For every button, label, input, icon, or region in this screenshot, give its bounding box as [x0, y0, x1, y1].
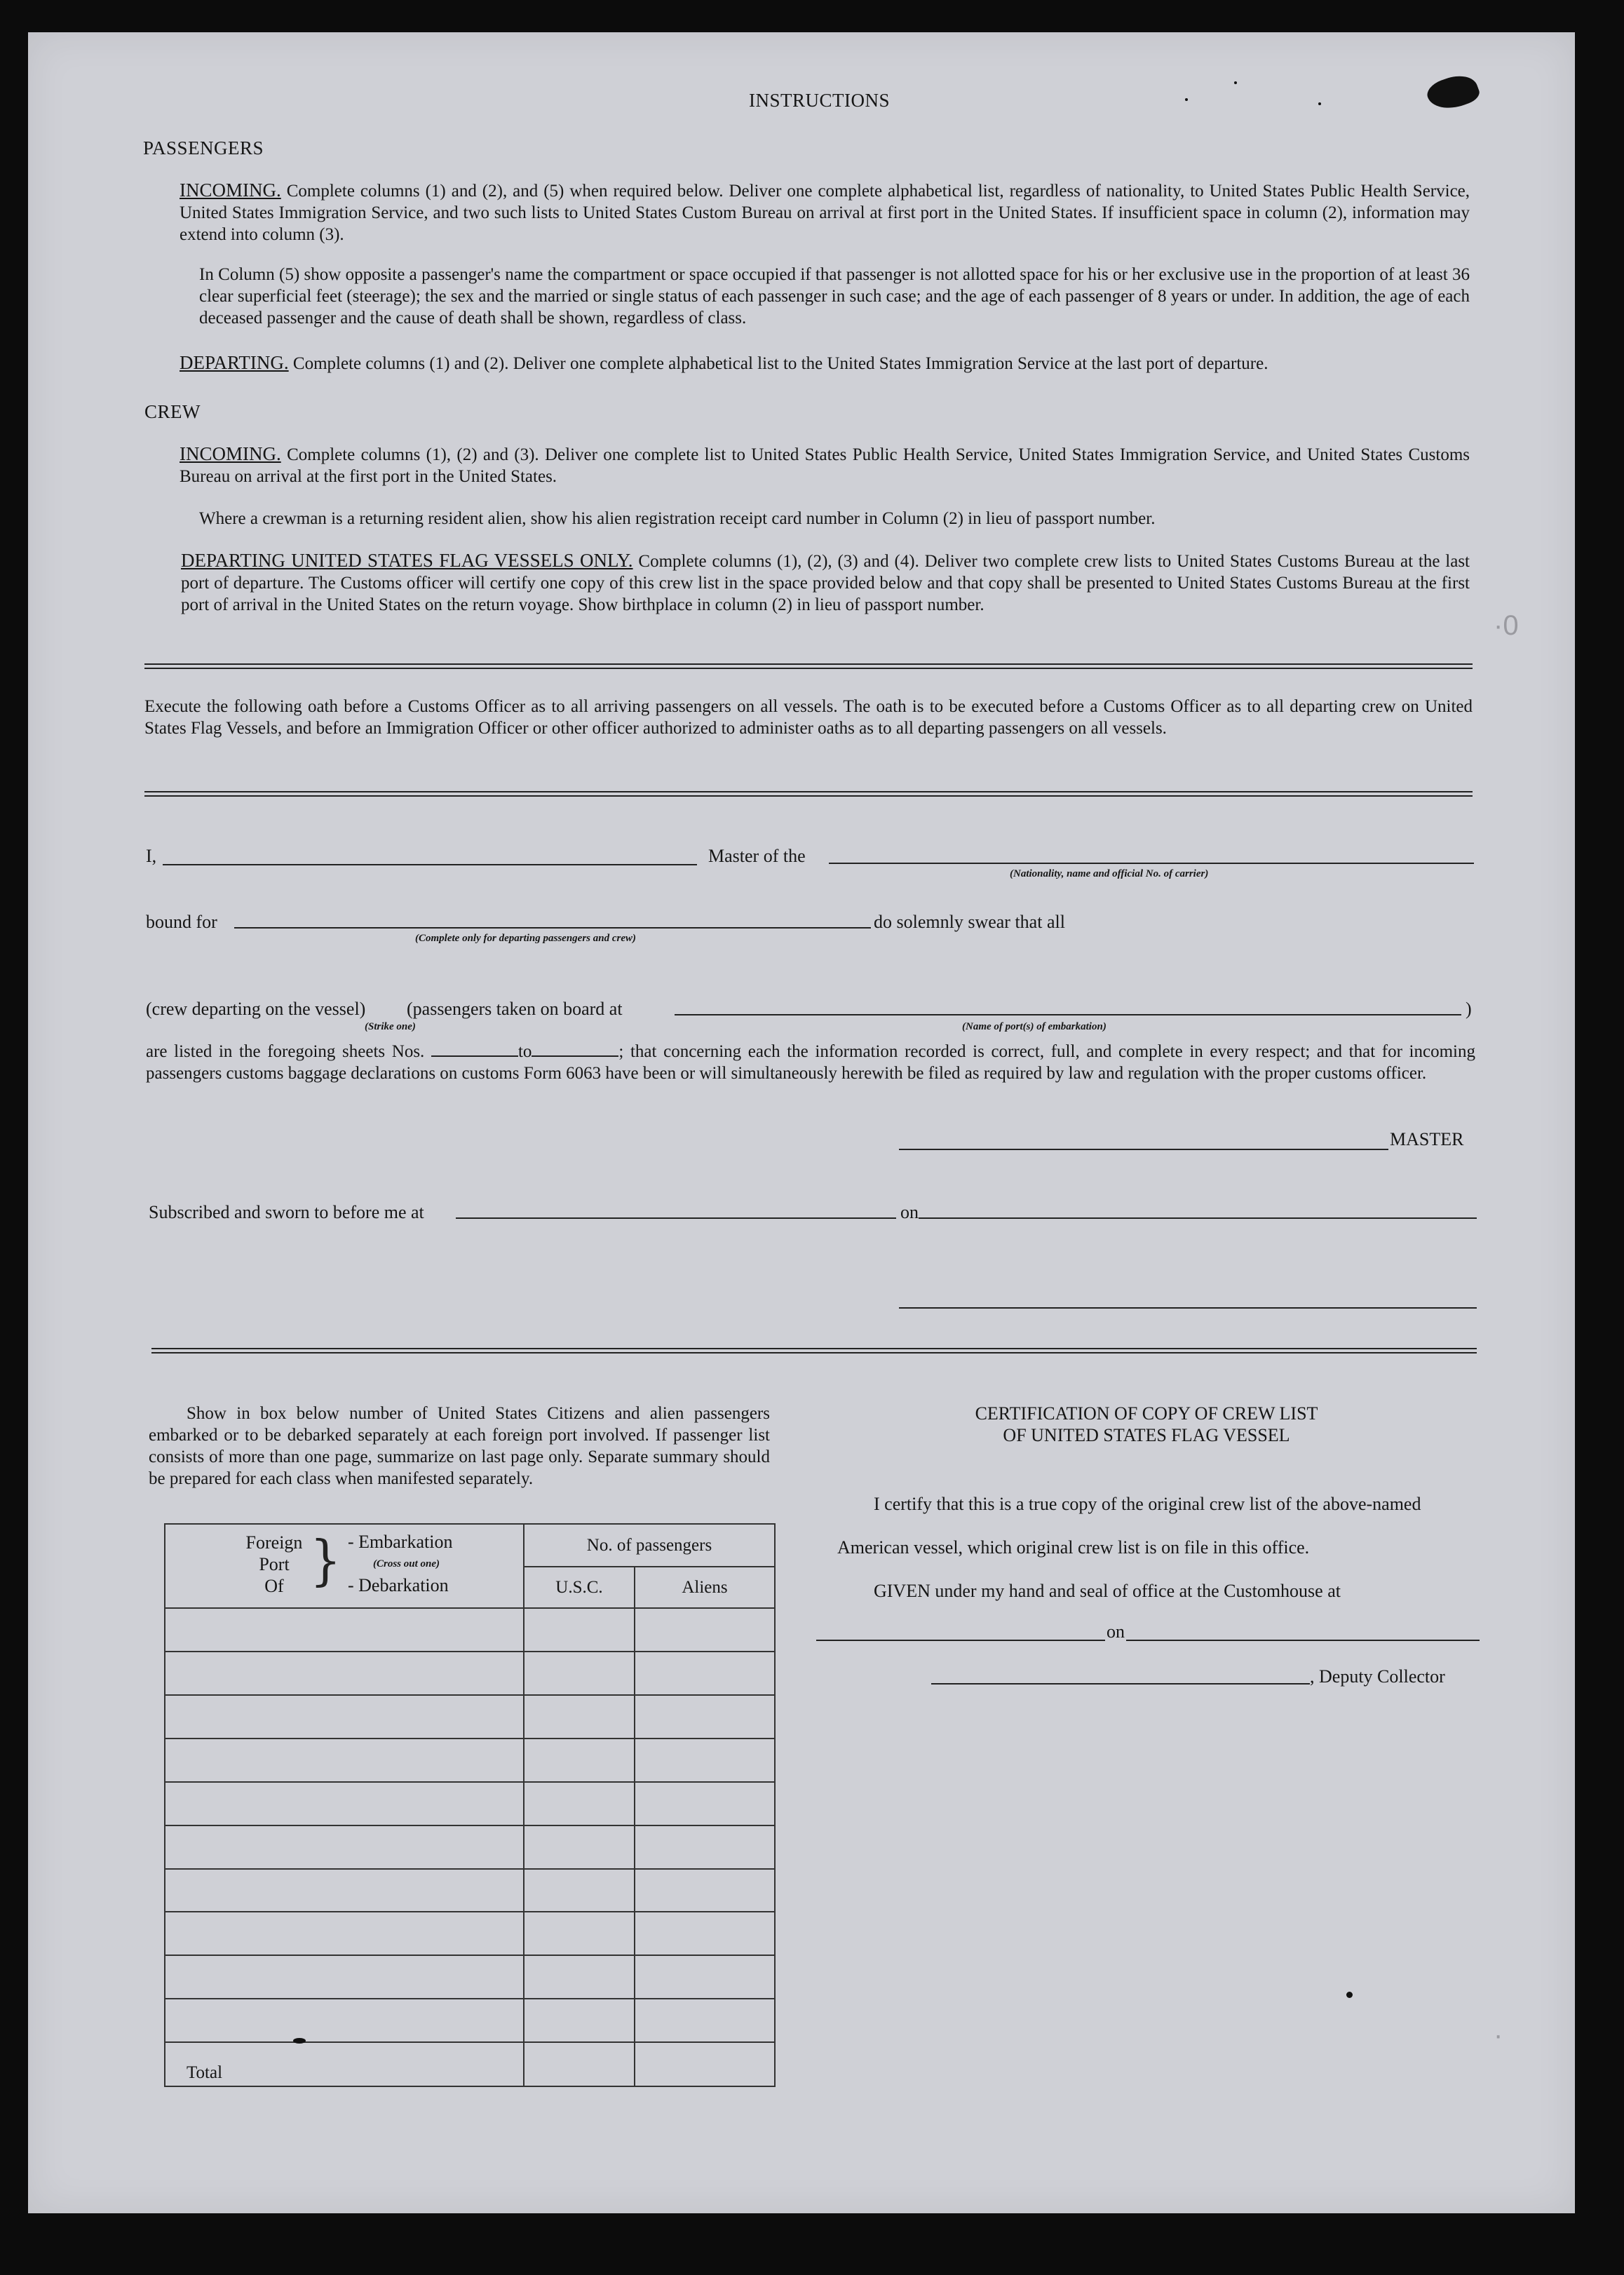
usc-cell[interactable] [524, 1955, 635, 1999]
certification-date-field[interactable] [1126, 1640, 1480, 1641]
master-signature-field[interactable] [899, 1149, 1388, 1150]
aliens-cell[interactable] [635, 1912, 775, 1955]
master-of-the-label: Master of the [708, 846, 806, 866]
summary-row [165, 1912, 775, 1955]
usc-cell[interactable] [524, 1652, 635, 1695]
usc-cell[interactable] [524, 1825, 635, 1869]
foreign-port-header: Foreign Port Of } - Embarkation (Cross out one) - Debarkation [165, 1524, 524, 1608]
page-title: INSTRUCTIONS [749, 90, 891, 111]
usc-cell[interactable] [524, 1999, 635, 2042]
certification-line2: American vessel, which original crew list is on file in this office. [837, 1537, 1310, 1558]
passengers-incoming-paragraph [180, 180, 1470, 245]
crew-departing-label: DEPARTING UNITED STATES FLAG VESSELS ONLY. [181, 550, 633, 571]
crew-incoming-label: INCOMING. [180, 443, 281, 464]
usc-cell[interactable] [524, 1608, 635, 1652]
strike-one-caption: (Strike one) [365, 1021, 416, 1032]
crew-departing-text: Complete columns (1), (2), (3) and (4). Deliver two complete crew lists to United States Customs Bureau at the last port of departure. The Customs officer will certify one copy of this crew list in the space provided below and that copy shall be presented to United States Customs Bureau at the first port of arrival in the United States on the return voyage. Show birthplace in column (2) in lieu of passport number. [181, 552, 1470, 614]
listed-paragraph [146, 1041, 1475, 1084]
port-cell[interactable] [165, 1739, 524, 1782]
divider [144, 663, 1473, 669]
passengers-column5-paragraph: In Column (5) show opposite a passenger's name the compartment or space occupied if that passenger is not allotted space for his or her exclusive use in the proportion of at least 36 clear superficial feet (steerage); the sex and the married or single status of each passenger in such case; and the age of each passenger of 8 years or under. In addition, the age of each deceased passenger and the cause of death shall be shown, regardless of class. [199, 265, 1470, 328]
aliens-cell[interactable] [635, 1608, 775, 1652]
speck [1318, 102, 1321, 105]
sheet-to-field[interactable] [532, 1041, 618, 1057]
port-label: Port [259, 1554, 290, 1574]
speck [1234, 81, 1237, 84]
speck [1185, 98, 1188, 101]
embarkation-port-field[interactable] [675, 1014, 1461, 1015]
aliens-cell[interactable] [635, 1652, 775, 1695]
given-label: GIVEN [874, 1581, 931, 1601]
certification-heading-line2: OF UNITED STATES FLAG VESSEL [1003, 1425, 1290, 1445]
cross-out-caption: (Cross out one) [373, 1558, 440, 1569]
close-paren: ) [1466, 999, 1472, 1019]
bleed-through-mark: · [1494, 2020, 1503, 2051]
port-cell[interactable] [165, 1912, 524, 1955]
divider [151, 1348, 1477, 1353]
sworn-date-field[interactable] [919, 1217, 1477, 1219]
to-label: to [517, 1042, 532, 1061]
customhouse-field[interactable] [816, 1640, 1105, 1641]
crew-heading: CREW [144, 401, 201, 422]
port-cell[interactable] [165, 1825, 524, 1869]
port-caption: (Name of port(s) of embarkation) [962, 1021, 1107, 1032]
crew-resident-paragraph: Where a crewman is a returning resident alien, show his alien registration receipt card number in Column (2) in lieu of passport number. [199, 509, 1156, 528]
usc-cell[interactable] [524, 1695, 635, 1739]
passengers-incoming-text: Complete columns (1) and (2), and (5) when required below. Deliver one complete alphabetical list, regardless of nationality, to United States Public Health Service, United States Immigration Service, and two such lists to United States Custom Bureau on arrival at first port in the United States. If insufficient space in column (2), information may extend into column (3). [180, 182, 1470, 244]
aliens-header: Aliens [635, 1567, 775, 1608]
master-name-field[interactable] [163, 864, 697, 865]
given-text: under my hand and seal of office at the Customhouse at [935, 1581, 1341, 1601]
foreign-label: Foreign [245, 1532, 303, 1553]
usc-cell[interactable] [524, 1912, 635, 1955]
given-paragraph [874, 1581, 1341, 1602]
carrier-field[interactable] [829, 863, 1474, 864]
sheet-from-field[interactable] [431, 1041, 518, 1057]
usc-cell[interactable] [524, 1739, 635, 1782]
embarkation-label: - Embarkation [348, 1532, 453, 1552]
carrier-caption: (Nationality, name and official No. of carrier) [1010, 868, 1209, 879]
crew-incoming-text: Complete columns (1), (2) and (3). Deliver one complete list to United States Public Health Service, United States Immigration Service, and United States Customs Bureau on arrival at the first port in the United States. [180, 445, 1470, 486]
officer-signature-field[interactable] [899, 1307, 1477, 1309]
certification-on-label: on [1107, 1621, 1125, 1642]
crew-incoming-paragraph [180, 443, 1470, 487]
usc-cell[interactable] [524, 1782, 635, 1825]
aliens-cell[interactable] [635, 1955, 775, 1999]
summary-row [165, 1999, 775, 2042]
subscribed-label: Subscribed and sworn to before me at [149, 1202, 424, 1222]
bleed-through-mark: ·0 [1494, 610, 1519, 641]
sworn-on-label: on [900, 1202, 919, 1222]
passenger-summary-table [164, 1523, 776, 2087]
listed-in-text: are listed in the foregoing sheets Nos. [146, 1042, 425, 1061]
sworn-place-field[interactable] [456, 1217, 896, 1219]
passengers-departing-text: Complete columns (1) and (2). Deliver one complete alphabetical list to the United States Immigration Service at the last port of departure. [292, 354, 1268, 373]
aliens-cell[interactable] [635, 1695, 775, 1739]
passengers-departing-paragraph [180, 352, 1470, 374]
port-cell[interactable] [165, 1782, 524, 1825]
usc-header: U.S.C. [524, 1567, 635, 1608]
port-cell[interactable] [165, 1999, 524, 2042]
aliens-cell[interactable] [635, 1999, 775, 2042]
summary-row [165, 1739, 775, 1782]
total-label: Total [165, 2042, 524, 2086]
passengers-taken-option: (passengers taken on board at [407, 999, 623, 1019]
summary-instructions: Show in box below number of United States Citizens and alien passengers embarked or to be debarked separately at each foreign port involved. If passenger list consists of more than one page, summarize on last page only. Separate summary should be prepared for each class when manifested separately. [149, 1404, 770, 1488]
oath-i-label: I, [146, 846, 157, 866]
swear-text: do solemnly swear that all [874, 912, 1065, 932]
aliens-cell[interactable] [635, 1825, 775, 1869]
of-label: Of [264, 1576, 284, 1596]
divider [144, 791, 1473, 797]
summary-row [165, 1782, 775, 1825]
certification-heading [884, 1403, 1409, 1446]
aliens-cell[interactable] [635, 1869, 775, 1912]
crew-departing-option: (crew departing on the vessel) [146, 999, 366, 1019]
speck [293, 2038, 306, 2044]
summary-row [165, 1608, 775, 1652]
port-cell[interactable] [165, 1608, 524, 1652]
summary-row [165, 1869, 775, 1912]
summary-row [165, 1825, 775, 1869]
usc-cell[interactable] [524, 1869, 635, 1912]
bound-for-label: bound for [146, 912, 217, 932]
certification-line1: I certify that this is a true copy of the original crew list of the above-named [874, 1494, 1421, 1514]
crew-departing-paragraph [181, 550, 1470, 616]
total-aliens-cell[interactable] [635, 2042, 775, 2086]
summary-row [165, 1955, 775, 1999]
deputy-signature-field[interactable] [931, 1683, 1310, 1685]
port-cell[interactable] [165, 1652, 524, 1695]
port-cell[interactable] [165, 1695, 524, 1739]
certification-heading-line1: CERTIFICATION OF COPY OF CREW LIST [975, 1403, 1318, 1424]
bound-for-field[interactable] [234, 927, 871, 929]
port-cell[interactable] [165, 1869, 524, 1912]
speck [1346, 1992, 1353, 1998]
aliens-cell[interactable] [635, 1782, 775, 1825]
summary-row [165, 1695, 775, 1739]
oath-instruction: Execute the following oath before a Customs Officer as to all arriving passengers on all vessels. The oath is to be executed before a Customs Officer as to all departing crew on United States Flag Vessels, and before an Immigration Officer or other officer authorized to administer oaths as to all departing passengers on all vessels. [144, 697, 1473, 738]
aliens-cell[interactable] [635, 1739, 775, 1782]
debarkation-label: - Debarkation [348, 1575, 449, 1595]
summary-row [165, 1652, 775, 1695]
passengers-heading: PASSENGERS [143, 137, 264, 158]
listed-rest-text: ; that concerning each the information recorded is correct, full, and complete in every respect; and that for incoming passengers customs baggage declarations on customs Form 6063 have been or will simultaneously herewith be filed as required by law and regulation with the proper customs officer. [146, 1042, 1475, 1083]
master-label: MASTER [1390, 1129, 1464, 1149]
passengers-departing-label: DEPARTING. [180, 352, 289, 373]
total-usc-cell[interactable] [524, 2042, 635, 2086]
port-cell[interactable] [165, 1955, 524, 1999]
passengers-incoming-label: INCOMING. [180, 180, 281, 201]
deputy-collector-label: , Deputy Collector [1310, 1666, 1445, 1687]
departing-caption: (Complete only for departing passengers and crew) [415, 933, 636, 944]
no-passengers-header: No. of passengers [524, 1524, 775, 1567]
